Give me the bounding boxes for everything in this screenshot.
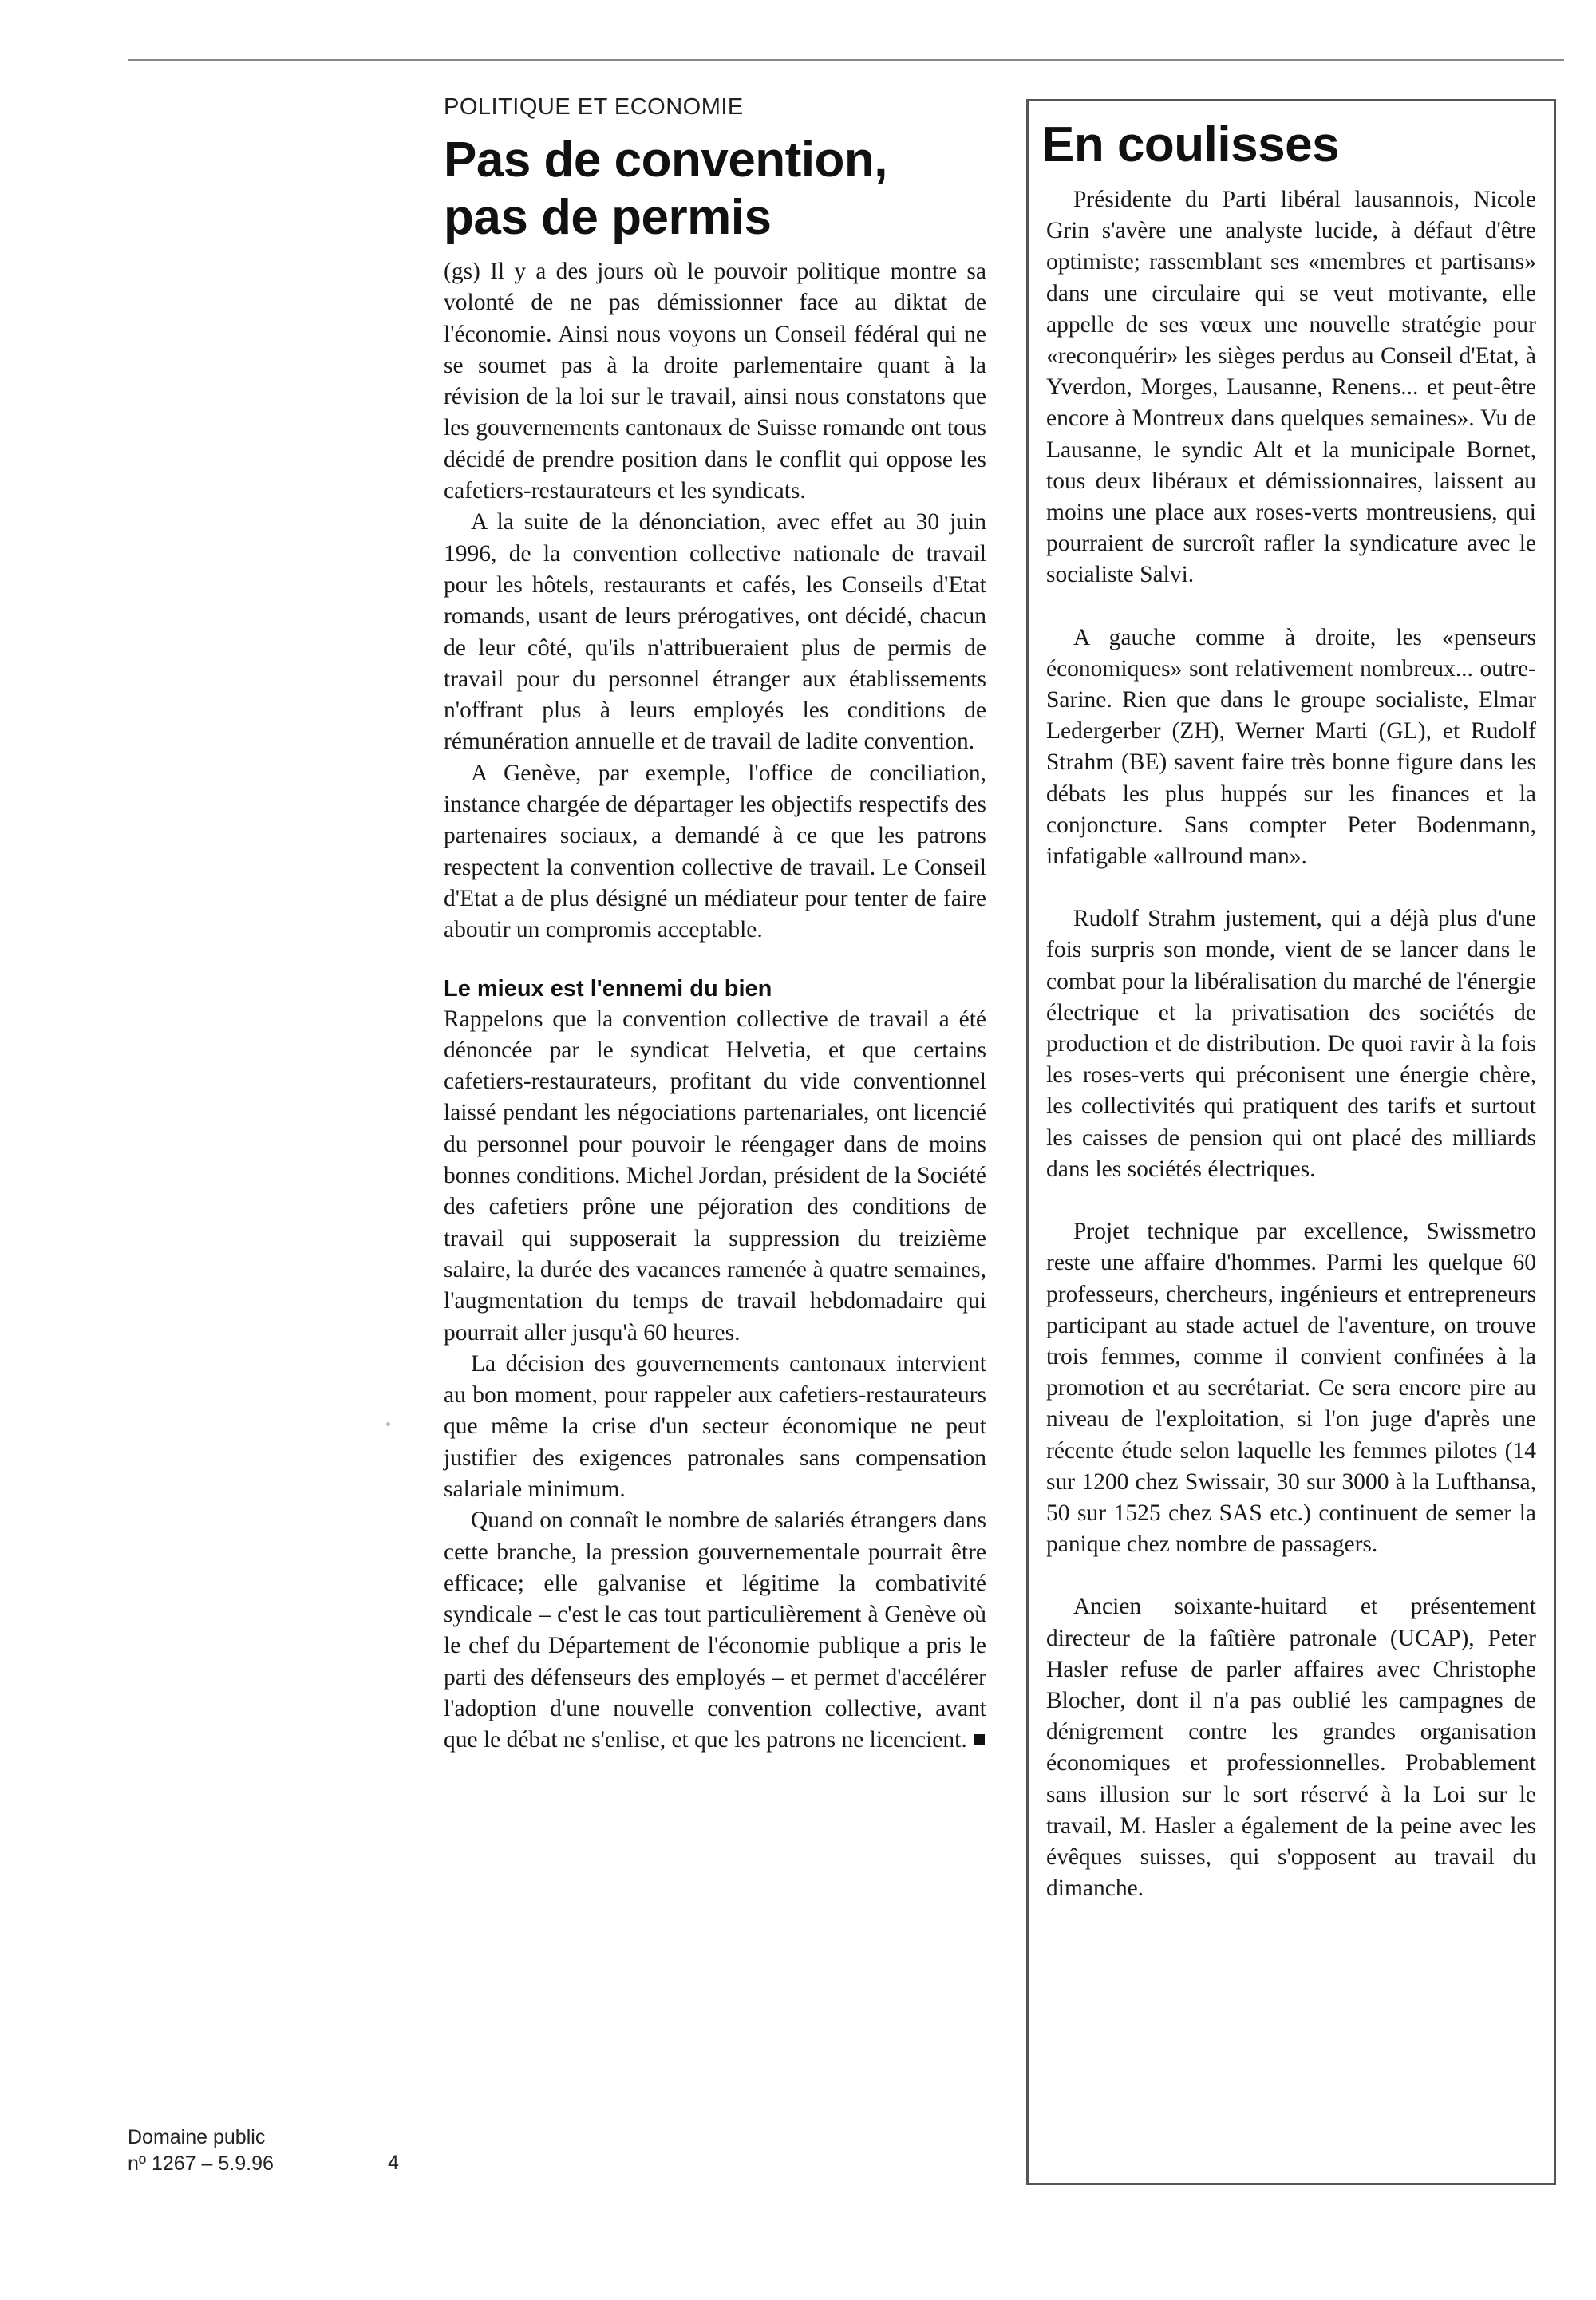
sidebar-title: En coulisses — [1041, 117, 1340, 172]
sidebar-paragraph-4: Projet technique par excellence, Swissmetro reste une affaire d'hommes. Parmi les quelque 60 professeurs, chercheurs, ingénieurs et entrepreneurs participant au stade actuel de l'aventure, on trouve trois femmes, comme il convient confinées à la promotion et au secrétariat. Ce sera encore pire au niveau de l'exploitation, si l'on juge d'après une récente étude selon laquelle les femmes pilotes (14 sur 1200 chez Swissair, 30 sur 3000 à la Lufthansa, 50 sur 1525 chez SAS etc.) continuent de semer la panique chez nombre de passagers. — [1046, 1219, 1536, 1558]
article-paragraph-1: (gs) Il y a des jours où le pouvoir politique montre sa volonté de ne pas démissionner face au diktat de l'économie. Ainsi nous voyons un Conseil fédéral qui ne se soumet pas à la droite parlementaire quant à la révision de la loi sur le travail, ainsi nous constatons que les gouvernements cantonaux de Suisse romande ont tous décidé de prendre position dans le conflit qui oppose les cafetiers-restaurateurs et les syndicats. — [444, 259, 986, 504]
article-subheading: Le mieux est l'ennemi du bien — [444, 975, 772, 1002]
end-of-article-mark — [974, 1734, 985, 1745]
sidebar-en-coulisses — [1026, 99, 1556, 2185]
scan-speck — [386, 1422, 390, 1426]
article-headline — [444, 132, 986, 247]
headline-line-1: Pas de convention, — [444, 132, 888, 188]
article-body — [444, 256, 986, 1757]
sidebar-paragraph-5: Ancien soixante-huitard et présentement directeur de la faîtière patronale (UCAP), Peter Hasler refuse de parler affaires avec Christophe Blocher, dont il n'a pas oublié les campagnes de dénigrement contre les grandes organisation économiques et professionnelles. Probablement sans illusion sur le sort réservé à la Loi sur le travail, M. Hasler a également de la peine avec les évêques suisses, qui s'opposent au travail du dimanche. — [1046, 1594, 1536, 1902]
article-paragraph-4: Rappelons que la convention collective de travail a été dénoncée par le syndicat Helvetia, et que certains cafetiers-restaurateurs, profitant du vide conventionnel laissé pendant les négociations partenariales, ont licencié du personnel pour pouvoir le réengager dans de moins bonnes conditions. Michel Jordan, président de la Société des cafetiers prône une péjoration des conditions de travail qui supposerait la suppression du treizième salaire, la durée des vacances ramenée à quatre semaines, l'augmentation du temps de travail hebdomadaire qui pourrait aller jusqu'à 60 heures. — [444, 1006, 986, 1346]
article-paragraph-3: A Genève, par exemple, l'office de conciliation, instance chargée de départager les objectifs respectifs des partenaires sociaux, a demandé à ce que les patrons respectent la convention collective de travail. Le Conseil d'Etat a de plus désigné un médiateur pour tenter de faire aboutir un compromis acceptable. — [444, 760, 986, 943]
article-paragraph-6 — [444, 1505, 986, 1756]
main-article — [444, 94, 986, 1757]
top-rule — [128, 59, 1564, 61]
sidebar-paragraph-1: Présidente du Parti libéral lausannois, Nicole Grin s'avère une analyste lucide, à défaut d'être optimiste; rassemblant ses «membres et partisans» dans une circulaire qui se veut motivante, elle appelle de ses vœux une nouvelle stratégie pour «reconquérir» les sièges perdus au Conseil d'Etat, à Yverdon, Morges, Lausanne, Renens... et peut-être encore à Montreux dans quelques semaines». Vu de Lausanne, le syndic Alt et la municipale Bornet, tous deux libéraux et démissionnaires, laissent au moins une place aux roses-verts montreusiens, qui pourraient de surcroît rafler la syndicature avec le socialiste Salvi. — [1046, 187, 1536, 588]
publication-name: Domaine public — [128, 2126, 266, 2148]
issue-info: nº 1267 – 5.9.96 — [128, 2152, 274, 2175]
footer-publication-info — [128, 2124, 335, 2177]
section-label: POLITIQUE ET ECONOMIE — [444, 94, 744, 120]
sidebar-paragraph-2: A gauche comme à droite, les «penseurs économiques» sont relativement nombreux... outre-Sarine. Rien que dans le groupe socialiste, Elmar Ledergerber (ZH), Werner Marti (GL), et Rudolf Strahm (BE) savent faire très bonne figure dans les débats les plus huppés sur les finances et la conjoncture. Sans compter Peter Bodenmann, infatigable «allround man». — [1046, 624, 1536, 870]
headline-line-2: pas de permis — [444, 190, 772, 245]
page-number: 4 — [388, 2152, 399, 2174]
sidebar-paragraph-3: Rudolf Strahm justement, qui a déjà plus d'une fois surpris son monde, vient de se lancer dans le combat pour la libéralisation du marché de l'énergie électrique et la privatisation des sociétés de production et de distribution. De quoi ravir à la fois les roses-verts qui préconisent une énergie chère, les collectivités qui pratiquent des tarifs et surtout les caisses de pension qui ont placé des milliards dans les sociétés électriques. — [1046, 906, 1536, 1182]
article-paragraph-6-text: Quand on connaît le nombre de salariés étrangers dans cette branche, la pression gouvernementale pourrait être efficace; elle galvanise et légitime la combativité syndicale – c'est le cas tout particulièrement à Genève où le chef du Département de l'économie publique a pris le parti des défenseurs des employés – et permet d'accélérer l'adoption d'une nouvelle convention collective, avant que le débat ne s'enlise, et que les patrons ne licencient. — [444, 1508, 986, 1753]
article-paragraph-2: A la suite de la dénonciation, avec effet au 30 juin 1996, de la convention collective nationale de travail pour les hôtels, restaurants et cafés, les Conseils d'Etat romands, usant de leurs prérogatives, ont décidé, chacun de leur côté, qu'ils n'attribueraient plus de permis de travail pour du personnel étranger aux établissements n'offrant plus à leurs employés les conditions de rémunération annuelle et de travail de ladite convention. — [444, 509, 986, 755]
article-paragraph-5: La décision des gouvernements cantonaux intervient au bon moment, pour rappeler aux cafetiers-restaurateurs que même la crise d'un secteur économique ne peut justifier des exigences patronales sans compensation salariale minimum. — [444, 1350, 986, 1502]
